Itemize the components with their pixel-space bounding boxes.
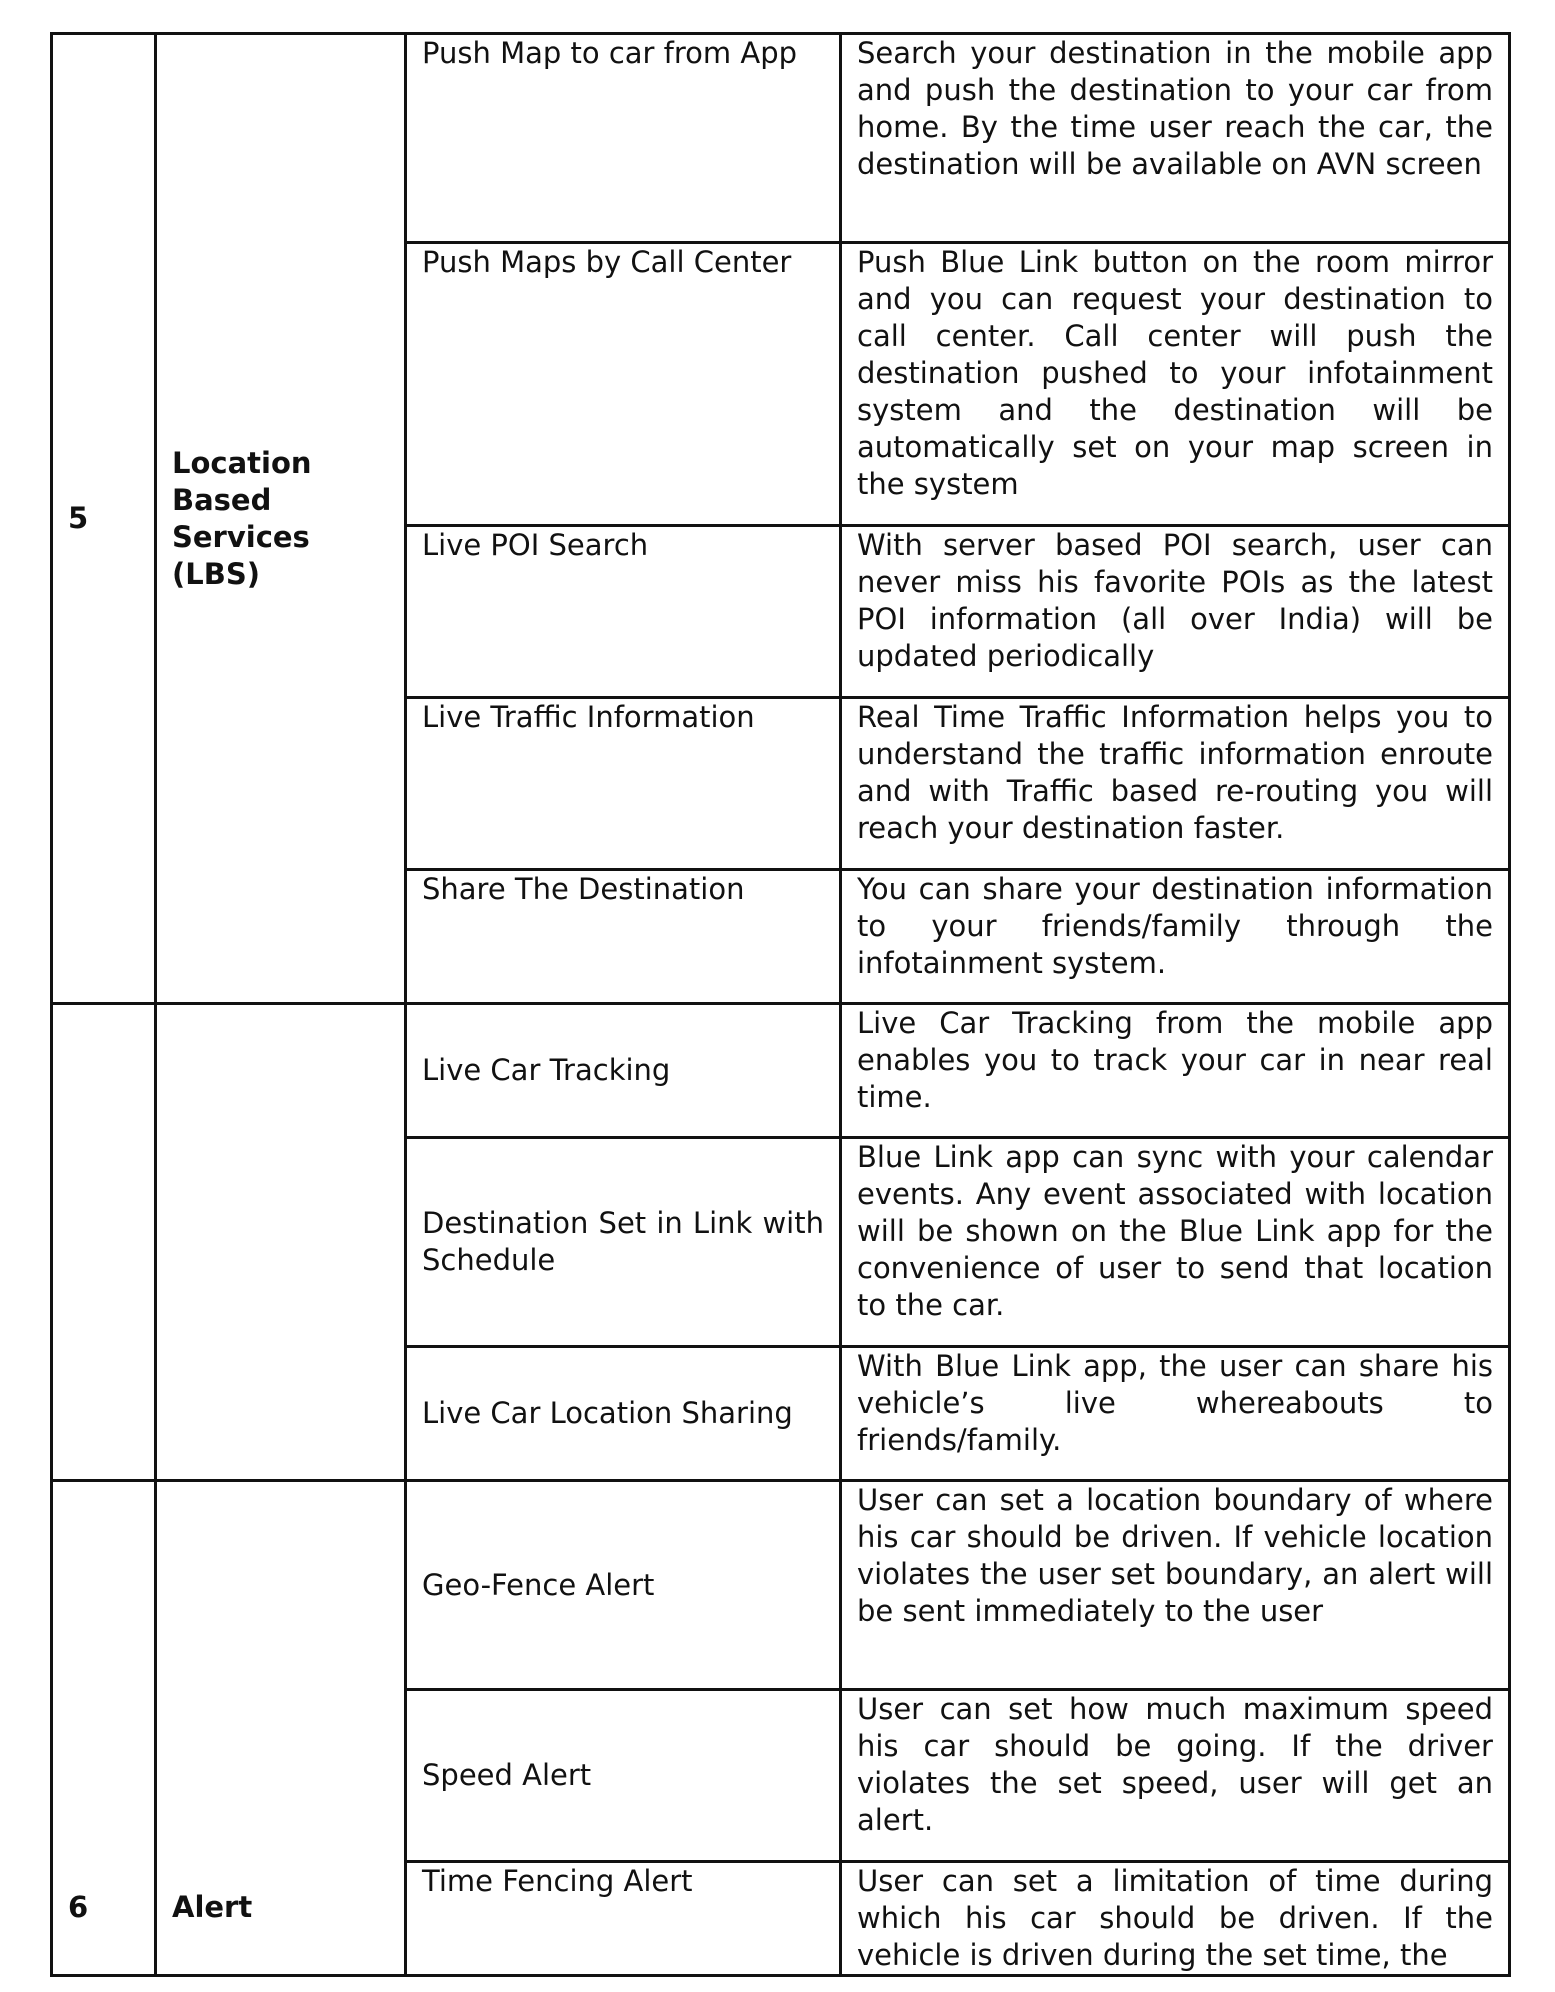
feature-name: Live Car Location Sharing (406, 1347, 841, 1481)
feature-description: You can share your destination information to your friends/family through the infotainment system. (841, 870, 1510, 1004)
section-category (156, 1004, 406, 1481)
section-number: 6 (52, 1481, 156, 1976)
feature-description: User can set a location boundary of where his car should be driven. If vehicle location violates the user set boundary, an alert will be sent immediately to the user (841, 1481, 1510, 1690)
feature-name: Push Map to car from App (406, 34, 841, 243)
feature-description: Blue Link app can sync with your calendar events. Any event associated with location will be shown on the Blue Link app for the convenience of user to send that location to the car. (841, 1138, 1510, 1347)
feature-description: Live Car Tracking from the mobile app enables you to track your car in near real time. (841, 1004, 1510, 1138)
feature-name: Destination Set in Link with Schedule (406, 1138, 841, 1347)
table-row (52, 1481, 1510, 1690)
feature-name: Push Maps by Call Center (406, 243, 841, 526)
feature-name: Time Fencing Alert (406, 1862, 841, 1976)
feature-description: Search your destination in the mobile app and push the destination to your car from home. By the time user reach the car, the destination will be available on AVN screen (841, 34, 1510, 243)
feature-name: Geo-Fence Alert (406, 1481, 841, 1690)
feature-name: Live Traffic Information (406, 698, 841, 870)
feature-description: Push Blue Link button on the room mirror and you can request your destination to call center. Call center will push the destination pushed to your infotainment system and the destination will be automatically set on your map screen in the system (841, 243, 1510, 526)
feature-name: Speed Alert (406, 1690, 841, 1862)
section-number (52, 1004, 156, 1481)
section-number: 5 (52, 34, 156, 1004)
table-row (52, 34, 1510, 243)
section-category: Location Based Services (LBS) (156, 34, 406, 1004)
feature-table (50, 32, 1511, 1977)
feature-description: Real Time Traffic Information helps you to understand the traffic information enroute and with Traffic based re-routing you will reach your destination faster. (841, 698, 1510, 870)
feature-name: Live Car Tracking (406, 1004, 841, 1138)
table-row (52, 1004, 1510, 1138)
section-category: Alert (156, 1481, 406, 1976)
feature-description: User can set how much maximum speed his car should be going. If the driver violates the set speed, user will get an alert. (841, 1690, 1510, 1862)
feature-name: Live POI Search (406, 526, 841, 698)
feature-description: With server based POI search, user can never miss his favorite POIs as the latest POI information (all over India) will be updated periodically (841, 526, 1510, 698)
feature-description: User can set a limitation of time during which his car should be driven. If the vehicle is driven during the set time, the (841, 1862, 1510, 1976)
feature-name: Share The Destination (406, 870, 841, 1004)
feature-description: With Blue Link app, the user can share his vehicle’s live whereabouts to friends/family. (841, 1347, 1510, 1481)
